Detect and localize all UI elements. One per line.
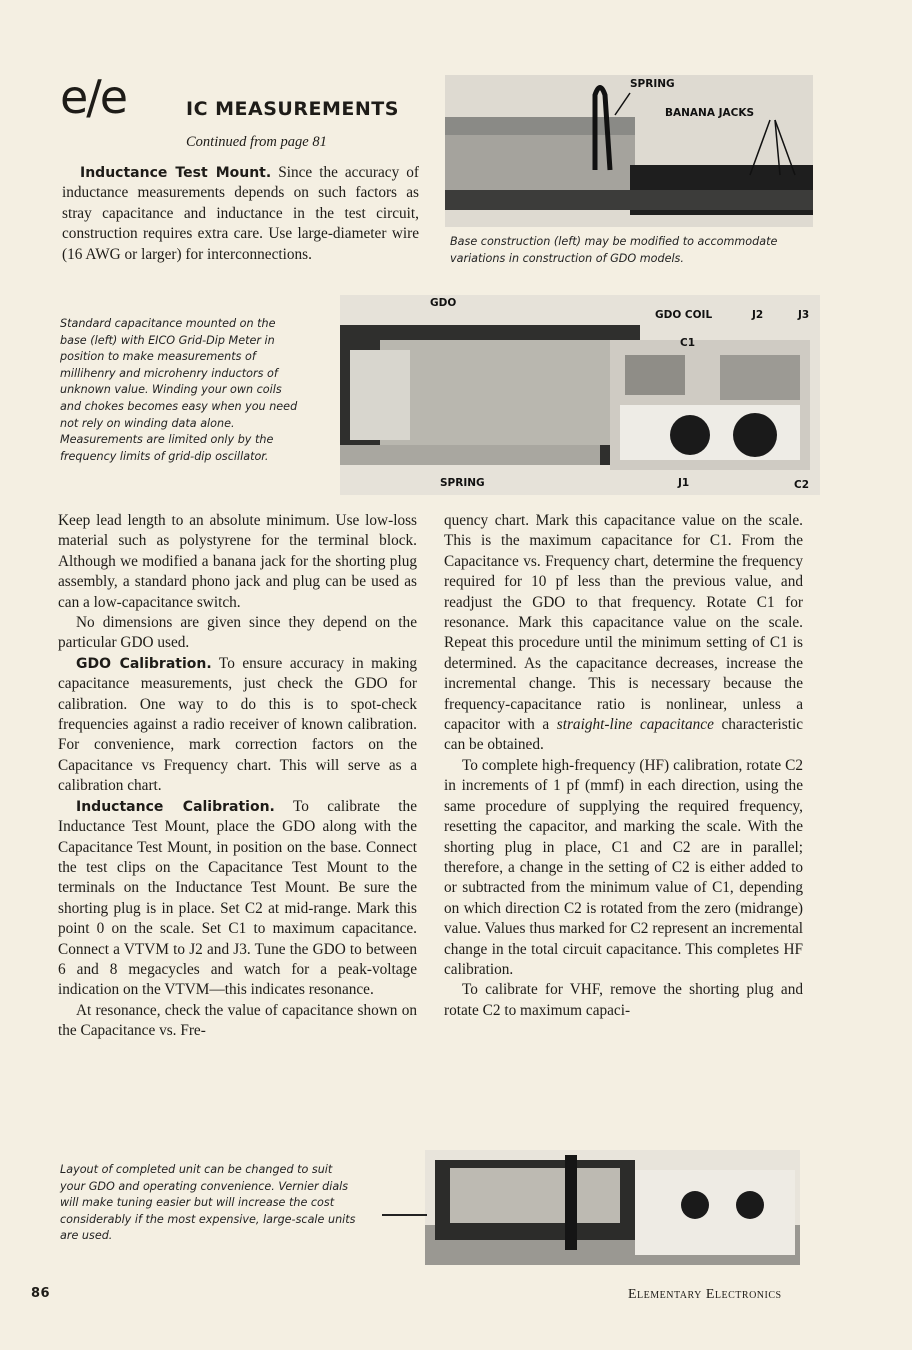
fig2-label-j3: J3 xyxy=(798,309,810,321)
magazine-name: Elementary Electronics xyxy=(628,1287,782,1302)
article-title: IC MEASUREMENTS xyxy=(186,98,399,120)
para-dimensions: No dimensions are given since they depend on the particular GDO used. xyxy=(58,614,417,652)
intro-paragraph xyxy=(62,163,419,265)
figure1-photo xyxy=(445,75,813,227)
figure3-caption: Layout of completed unit can be changed to suit your GDO and operating convenience. Vernier dials will make tuning easier but will increase the cost considerably if the most expensive, large-scale units are used. xyxy=(60,1163,356,1243)
column-1-text xyxy=(58,511,417,1042)
fig2-label-gdo: GDO xyxy=(430,297,457,309)
page-number: 86 xyxy=(31,1286,51,1301)
runhead-inductance-calibration: Inductance Calibration. xyxy=(76,798,275,815)
fig1-label-banana-jacks: BANANA JACKS xyxy=(665,107,755,119)
runhead-inductance-test-mount: Inductance Test Mount. xyxy=(80,165,272,181)
fig2-label-j2: J2 xyxy=(752,309,764,321)
figure2-photo xyxy=(340,295,820,495)
para-lead-length: Keep lead length to an absolute minimum. Use low-loss material such as polystyrene for the terminal block. Although we modified a banana jack for the shorting plug assembly, a standard phono jack and plug can be used as can a low-capacitance switch. xyxy=(58,512,417,611)
fig2-label-c1: C1 xyxy=(680,337,696,349)
fig2-label-j1: J1 xyxy=(678,477,690,489)
fig2-label-spring: SPRING xyxy=(440,477,485,489)
para-at-resonance: At resonance, check the value of capacitance shown on the Capacitance vs. Fre- xyxy=(58,1001,417,1040)
column-2-text xyxy=(444,511,803,1021)
para-vhf-calibration: To calibrate for VHF, remove the shorting plug and rotate C2 to maximum capaci- xyxy=(444,981,803,1019)
fig2-label-gdo-coil: GDO COIL xyxy=(655,309,713,321)
continued-note: Continued from page 81 xyxy=(186,134,327,150)
fig1-label-spring: SPRING xyxy=(630,78,675,90)
magazine-logo: e/e xyxy=(60,70,127,124)
para-gdo-calibration: GDO Calibration. To ensure accuracy in making capacitance measurements, just check the GDO for calibration. One way to do this is to spot-check frequencies against a radio receiver of known calibration. For convenience, mark correction factors on the Capacitance vs Frequency chart. This will serve as a calibration chart. xyxy=(58,654,418,795)
fig2-label-c2: C2 xyxy=(794,479,810,491)
runhead-gdo-calibration: GDO Calibration. xyxy=(76,655,212,672)
para-hf-calibration: To complete high-frequency (HF) calibration, rotate C2 in increments of 1 pf (mmf) in each direction, using the same procedure of supplying the required frequency, resetting the capacitor, and marking the scale. With the shorting plug in place, C1 and C2 are in parallel; therefore, a change in the setting of C2 is either added to or subtracted from the minimum value of C1, depending on which direction C2 is rotated from the zero (midrange) value. Values thus marked for C2 represent an incremental change in the total circuit capacitance. This completes HF calibration. xyxy=(444,756,803,978)
figure2-drawing xyxy=(340,295,820,495)
figure3-pointer-line xyxy=(382,1214,427,1216)
para-frequency-chart: quency chart. Mark this capacitance value on the scale. This is the maximum capacitance for C1. From the Capacitance vs. Frequency chart, determine the frequency required for 10 pf less than the previous value, and readjust the GDO to that frequency. Rotate C1 for resonance. Mark this capacitance value on the scale. Repeat this procedure until the minimum setting of C1 is determined. As the capacitance decreases, increase the incremental change. This is necessary because the frequency-capacitance ratio is nonlinear, unless a capacitor with a straight-line capacitance characteristic can be obtained. xyxy=(444,512,803,754)
intro-text: Since the accuracy of inductance measurements depends on such factors as stray capacitance and inductance in the test circuit, construction requires extra care. Use large-diameter wire (16 AWG or larger) for interconnections. xyxy=(62,164,419,263)
figure1-caption: Base construction (left) may be modified to accommodate variations in construction of GDO models. xyxy=(450,235,778,265)
figure1-drawing xyxy=(445,75,813,227)
figure2-caption: Standard capacitance mounted on the base (left) with EICO Grid-Dip Meter in position to make measurements of millihenry and microhenry inductors of unknown value. Winding your own coils and chokes becomes easy when you need not rely on winding data alone. Measurements are limited only by the frequency limits of grid-dip oscillator. xyxy=(60,317,298,463)
figure3-drawing xyxy=(425,1150,800,1265)
figure3-photo xyxy=(425,1150,800,1265)
para-inductance-calibration: Inductance Calibration. To calibrate the Inductance Test Mount, place the GDO along with the Capacitance Test Mount, in position on the base. Connect the test clips on the Capacitance Test Mount to the terminals on the Inductance Test Mount. Be sure the shorting plug is in place. Set C2 at mid-range. Mark this point 0 on the scale. Set C1 to maximum capacitance. Connect a VTVM to J2 and J3. Tune the GDO to between 6 and 8 megacycles and watch for a peak-voltage indication on the VTVM—this indicates resonance. xyxy=(58,797,417,999)
